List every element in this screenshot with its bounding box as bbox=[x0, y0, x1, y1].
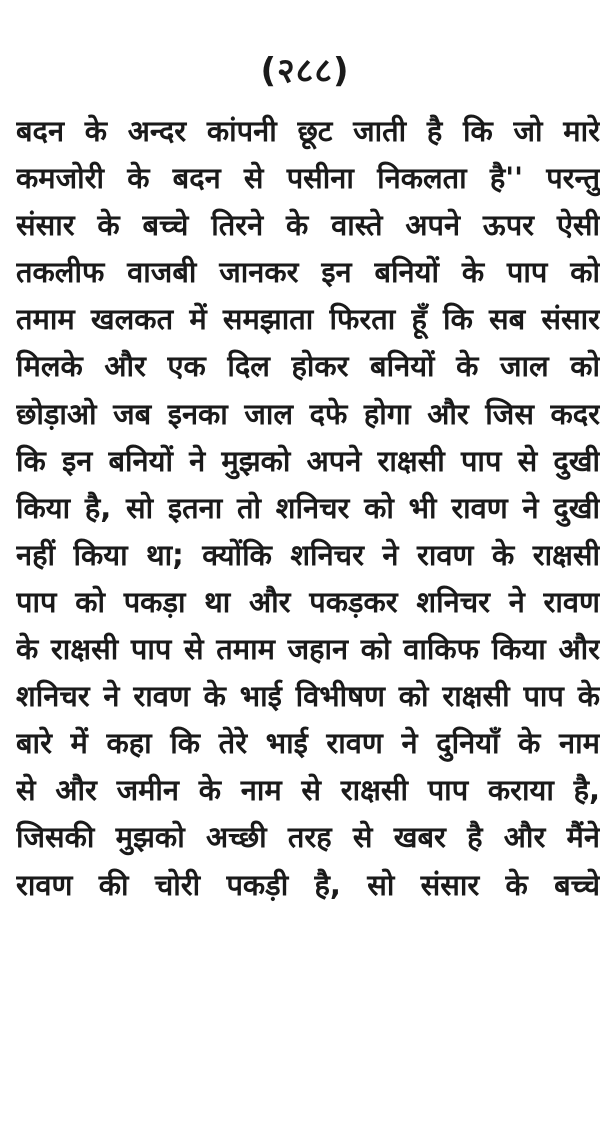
text-line: मिलके और एक दिल होकर बनियों के जाल को bbox=[16, 349, 600, 384]
text-line: के राक्षसी पाप से तमाम जहान को वाकिफ किया और bbox=[16, 632, 600, 667]
text-line: बदन के अन्दर कांपनी छूट जाती है कि जो मारे bbox=[16, 114, 600, 148]
text-line: कि इन बनियों ने मुझको अपने राक्षसी पाप से दुखी bbox=[16, 443, 600, 478]
text-line: जिसकी मुझको अच्छी तरह से खबर है और मैंने bbox=[16, 820, 600, 855]
text-line: संसार के बच्चे तिरने के वास्ते अपने ऊपर ऐसी bbox=[16, 208, 600, 243]
text-line: तमाम खलकत में समझाता फिरता हूँ कि सब संसार bbox=[16, 302, 600, 337]
text-line: शनिचर ने रावण के भाई विभीषण को राक्षसी पाप के bbox=[16, 679, 600, 714]
text-line: नहीं किया था; क्योंकि शनिचर ने रावण के राक्षसी bbox=[16, 537, 600, 572]
text-line: पाप को पकड़ा था और पकड़कर शनिचर ने रावण bbox=[16, 584, 600, 619]
body-text bbox=[16, 108, 600, 909]
text-line: रावण की चोरी पकड़ी है, सो संसार के बच्चे bbox=[16, 867, 600, 902]
text-line: तकलीफ वाजबी जानकर इन बनियों के पाप को bbox=[16, 255, 600, 290]
text-line: किया है, सो इतना तो शनिचर को भी रावण ने दुखी bbox=[16, 490, 600, 525]
text-line: बारे में कहा कि तेरे भाई रावण ने दुनियाँ के नाम bbox=[16, 726, 600, 761]
text-line: से और जमीन के नाम से राक्षसी पाप कराया है, bbox=[16, 773, 600, 808]
text-line: छोड़ाओ जब इनका जाल दफे होगा और जिस कदर bbox=[16, 396, 600, 431]
text-line: कमजोरी के बदन से पसीना निकलता है'' परन्तु bbox=[16, 161, 600, 196]
page-number: (२८८) bbox=[260, 51, 350, 91]
